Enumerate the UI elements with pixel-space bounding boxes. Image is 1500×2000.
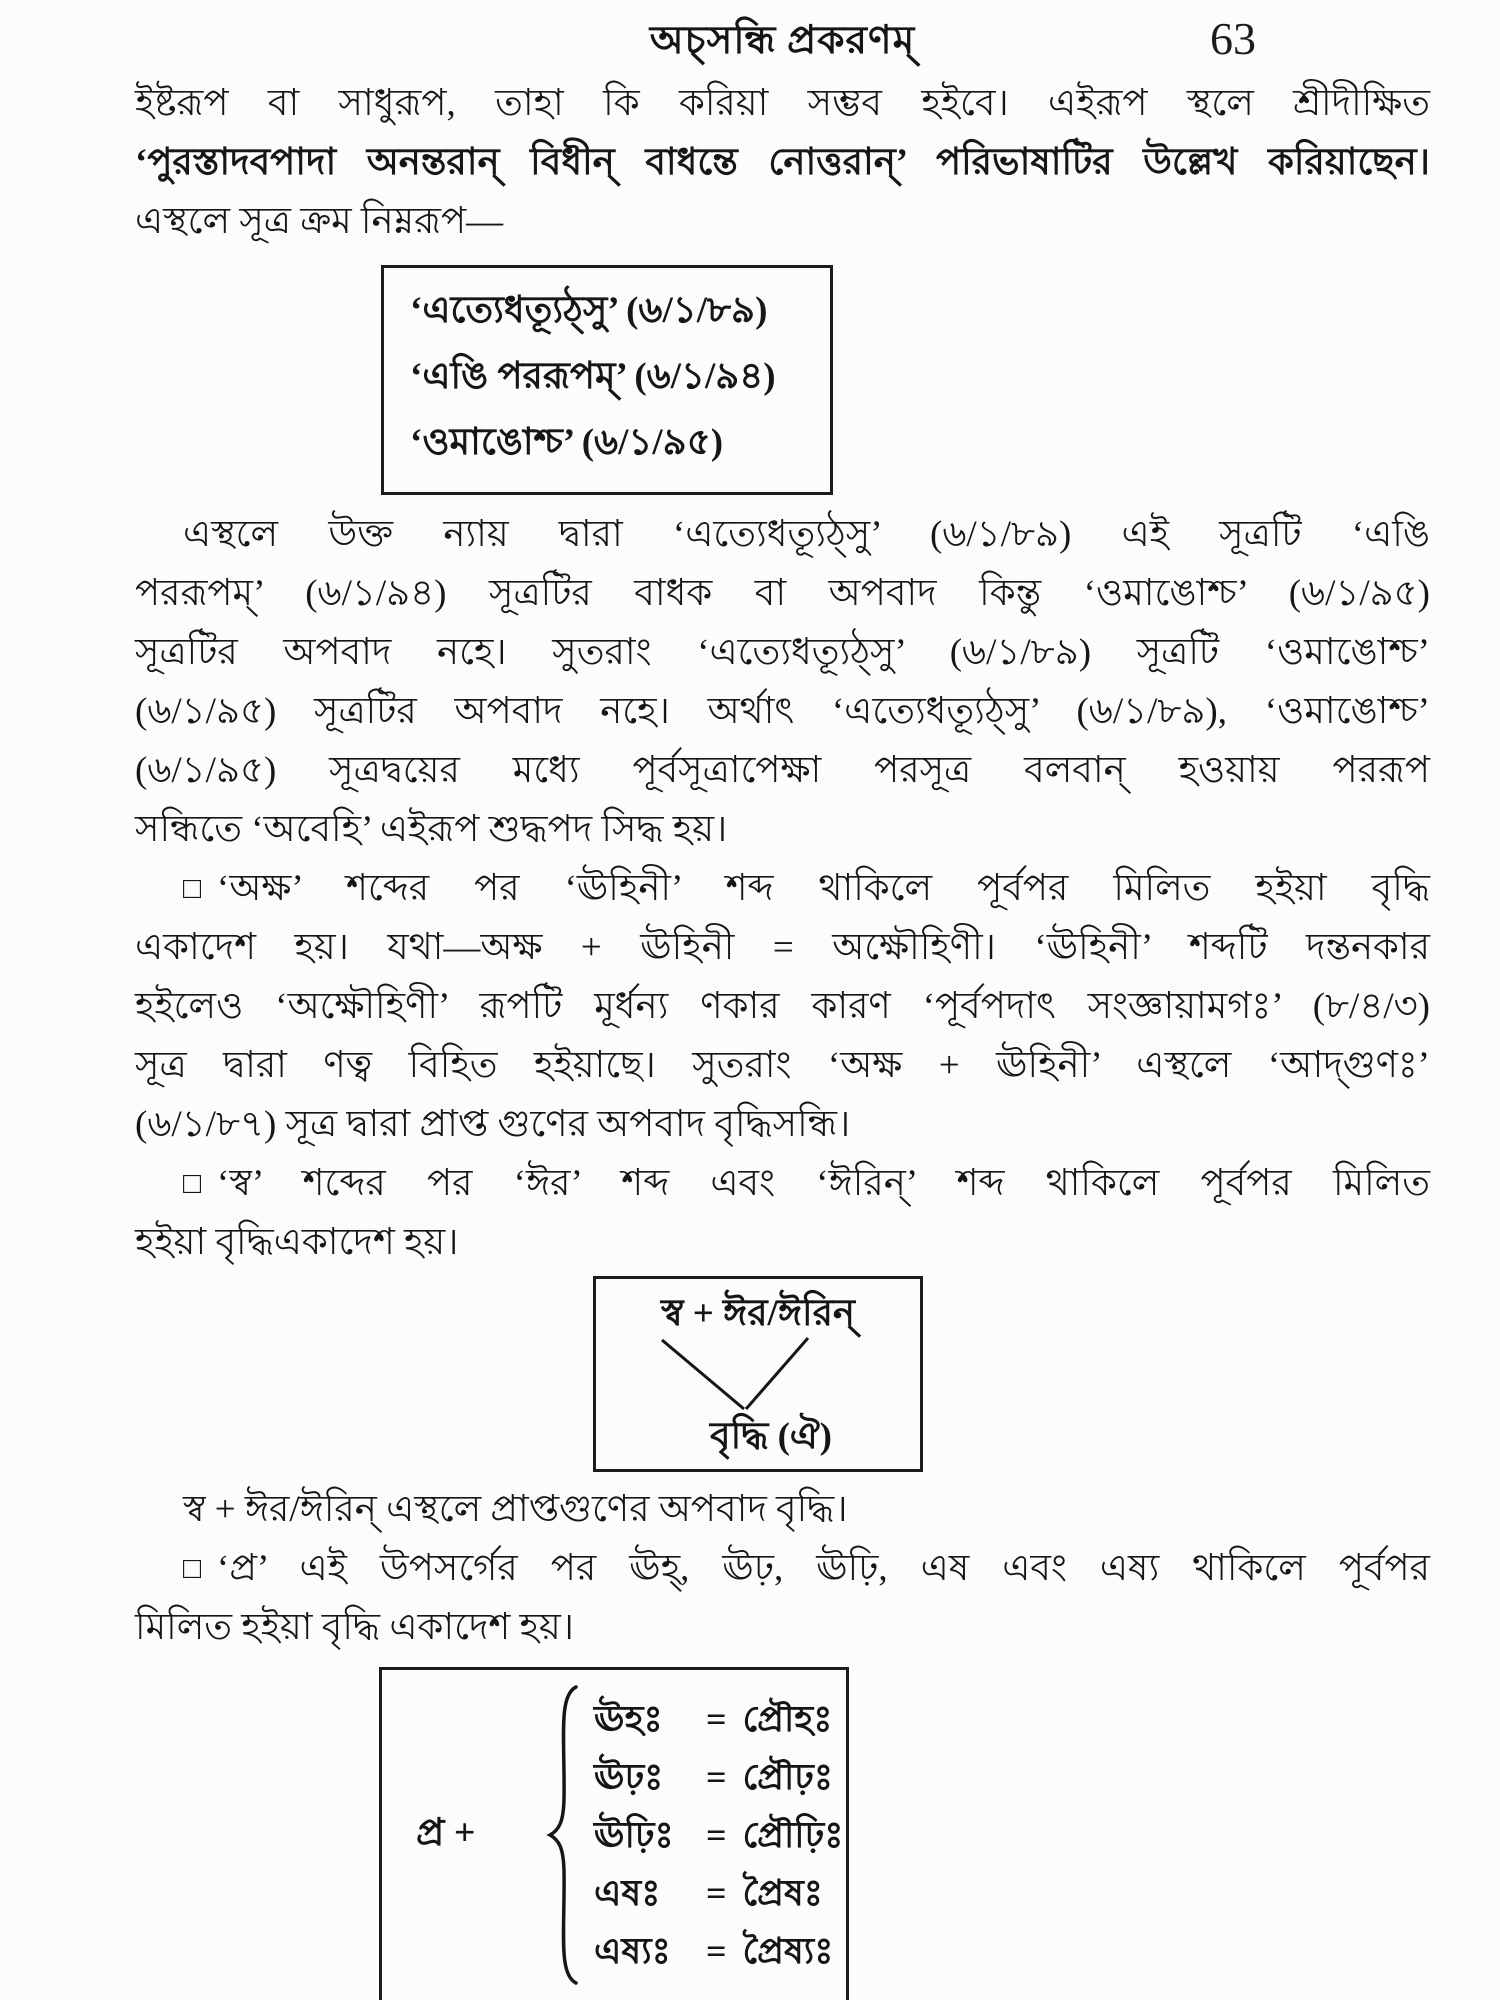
text-line: সূত্রটির অপবাদ নহে। সুতরাং ‘এত্যেধত্যূঠ্‌সু’ (৬/১/৮৯) সূত্রটি ‘ওমাঙোশ্চ’ xyxy=(135,632,1430,673)
equals-sign: = xyxy=(706,1815,727,1855)
sutra-item: ‘ওমাঙোশ্চ’ (৬/১/৯৫) xyxy=(410,422,724,463)
text-line: (৬/১/৯৫) সূত্রদ্বয়ের মধ্যে পূর্বসূত্রাপেক্ষা পরসূত্র বলবান্ হওয়ায় পররূপ xyxy=(135,750,1430,791)
page-title: অচ্‌সন্ধি প্রকরণম্ xyxy=(649,19,916,62)
paragraph-6 xyxy=(135,1539,1430,1657)
equation-rhs: প্রৌঢ়ঃ xyxy=(742,1757,834,1797)
vriddhi-diagram-box xyxy=(593,1276,923,1472)
equation-row xyxy=(594,1806,843,1864)
merge-formula: স্ব + ঈর/ঈরিন্ xyxy=(660,1293,856,1334)
section-bullet-icon: □ xyxy=(183,1167,202,1200)
text-segment: ‘অক্ষ’ শব্দের পর ‘ঊহিনী’ শব্দ থাকিলে পূর্বপর মিলিত হইয়া বৃদ্ধি xyxy=(217,868,1430,909)
text-line: (৬/১/৯৫) সূত্রটির অপবাদ নহে। অর্থাৎ ‘এত্যেধত্যূঠ্‌সু’ (৬/১/৮৯), ‘ওমাঙোশ্চ’ xyxy=(135,691,1430,732)
equals-sign: = xyxy=(706,1757,727,1797)
text-segment: ‘স্ব’ শব্দের পর ‘ঈর’ শব্দ এবং ‘ঈরিন্’ শব্দ থাকিলে পূর্বপর মিলিত xyxy=(217,1163,1430,1204)
merge-result: বৃদ্ধি (ঐ) xyxy=(710,1416,832,1457)
text-line: একাদেশ হয়। যথা—অক্ষ + ঊহিনী = অক্ষৌহিণী। ‘ঊহিনী’ শব্দটি দন্তনকার xyxy=(135,927,1430,968)
equals-sign: = xyxy=(706,1931,727,1971)
text-line xyxy=(135,1154,1430,1213)
paragraph-5 xyxy=(135,1480,1430,1539)
text-line: হইলেও ‘অক্ষৌহিণী’ রূপটি মূর্ধন্য ণকার কারণ ‘পূর্বপদাৎ সংজ্ঞায়ামগঃ’ (৮/৪/৩) xyxy=(135,986,1430,1027)
text-line: ইষ্টরূপ বা সাধুরূপ, তাহা কি করিয়া সম্ভব হইবে। এইরূপ স্থলে শ্রীদীক্ষিত xyxy=(135,83,1430,124)
sutra-item: ‘এঙি পররূপম্’ (৬/১/৯৪) xyxy=(410,356,776,397)
page-number: 63 xyxy=(1210,13,1256,64)
equation-rhs: প্রৌঢ়িঃ xyxy=(742,1815,844,1855)
section-bullet-icon: □ xyxy=(183,872,202,905)
text-line: সন্ধিতে ‘অবেহি’ এইরূপ শুদ্ধপদ সিদ্ধ হয়। xyxy=(135,809,728,850)
equals-sign: = xyxy=(706,1873,727,1913)
merge-v-lines xyxy=(596,1337,920,1413)
equals-sign: = xyxy=(706,1699,727,1739)
equation-row xyxy=(594,1922,843,1980)
text-line xyxy=(135,1539,1430,1598)
page-header xyxy=(135,13,1430,66)
sutra-item: ‘এত্যেধত্যূঠ্‌সু’ (৬/১/৮৯) xyxy=(410,290,768,331)
equation-rhs: প্রৈষঃ xyxy=(742,1873,823,1913)
paragraph-1 xyxy=(135,74,1430,251)
equation-row xyxy=(594,1864,843,1922)
text-line: (৬/১/৮৭) সূত্র দ্বারা প্রাপ্ত গুণের অপবাদ বৃদ্ধিসন্ধি। xyxy=(135,1104,851,1145)
text-line: এস্থলে উক্ত ন্যায় দ্বারা ‘এত্যেধত্যূঠ্‌সু’ (৬/১/৮৯) এই সূত্রটি ‘এঙি xyxy=(183,514,1430,555)
equation-row xyxy=(594,1748,843,1806)
equation-lhs: ঊঢ়িঃ xyxy=(594,1815,674,1855)
paragraph-3 xyxy=(135,859,1430,1154)
text-line: ‘পুরস্তাদবপাদা অনন্তরান্ বিধীন্ বাধন্তে নোত্তরান্’ পরিভাষাটির উল্লেখ করিয়াছেন। xyxy=(135,142,1430,183)
equation-rhs: প্রৌহঃ xyxy=(742,1699,833,1739)
equation-lhs: ঊহঃ xyxy=(594,1699,663,1739)
text-line: হইয়া বৃদ্ধিএকাদেশ হয়। xyxy=(135,1222,459,1263)
equation-rhs: প্রৈষ্যঃ xyxy=(742,1931,834,1971)
text-line: পররূপম্’ (৬/১/৯৪) সূত্রটির বাধক বা অপবাদ কিন্তু ‘ওমাঙোশ্চ’ (৬/১/৯৫) xyxy=(135,573,1430,614)
text-line: সূত্র দ্বারা ণত্ব বিহিত হইয়াছে। সুতরাং ‘অক্ষ + ঊহিনী’ এস্থলে ‘আদ্‌গুণঃ’ xyxy=(135,1045,1430,1086)
text-line: মিলিত হইয়া বৃদ্ধি একাদেশ হয়। xyxy=(135,1607,574,1648)
sutra-list-box xyxy=(381,265,833,495)
pra-prefix: প্র + xyxy=(416,1812,476,1854)
left-brace-icon xyxy=(544,1684,580,1986)
equation-row xyxy=(594,1690,843,1748)
equation-list xyxy=(594,1690,843,1980)
pra-equations-box xyxy=(379,1667,849,2000)
text-segment: ‘প্র’ এই উপসর্গের পর ঊহ্, ঊঢ়, ঊঢ়ি, এষ এবং এষ্য থাকিলে পূর্বপর xyxy=(217,1548,1430,1589)
paragraph-2 xyxy=(135,505,1430,859)
section-bullet-icon: □ xyxy=(183,1552,202,1585)
equation-lhs: ঊঢ়ঃ xyxy=(594,1757,664,1797)
paragraph-4 xyxy=(135,1154,1430,1272)
equation-lhs: এষঃ xyxy=(594,1873,661,1913)
text-line: এস্থলে সূত্র ক্রম নিম্নরূপ— xyxy=(135,201,504,242)
equation-lhs: এষ্যঃ xyxy=(594,1931,671,1971)
text-line xyxy=(135,859,1430,918)
text-line: স্ব + ঈর/ঈরিন্ এস্থলে প্রাপ্তগুণের অপবাদ বৃদ্ধি। xyxy=(183,1489,848,1530)
